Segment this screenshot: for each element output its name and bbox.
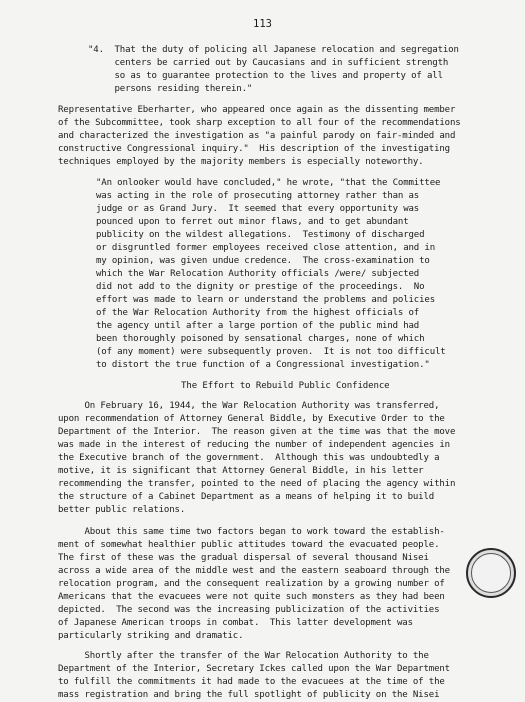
paragraph-line: recommending the transfer, pointed to the need of placing the agency within <box>58 479 456 489</box>
section-heading: The Effort to Rebuild Public Confidence <box>181 381 390 391</box>
paragraph-line: to fulfill the commitments it had made to the evacuees at the time of the <box>58 677 445 687</box>
paragraph-line: constructive Congressional inquiry." His description of the investigating <box>58 144 450 154</box>
quote-line: effort was made to learn or understand the problems and policies <box>96 295 435 305</box>
paragraph-line: the structure of a Cabinet Department as a means of helping it to build <box>58 492 435 502</box>
paragraph-line: Shortly after the transfer of the War Relocation Authority to the <box>58 651 429 661</box>
list-item-line: persons residing therein." <box>88 84 253 94</box>
paragraph-line: motive, it is significant that Attorney General Biddle, in his letter <box>58 466 424 476</box>
list-item-line: centers be carried out by Caucasians and in sufficient strength <box>88 58 449 68</box>
quote-line: which the War Relocation Authority officials /were/ subjected <box>96 269 420 279</box>
paragraph-line: Department of the Interior. The reason given at the time was that the move <box>58 427 456 437</box>
paragraph-line: and characterized the investigation as "a painful parody on fair-minded and <box>58 131 456 141</box>
quote-line: was acting in the role of prosecuting attorney rather than as <box>96 191 420 201</box>
quote-line: the agency until after a large portion of the public mind had <box>96 321 420 331</box>
quote-line: pounced upon to ferret out minor flaws, and to get abundant <box>96 217 409 227</box>
paragraph-line: was made in the interest of reducing the number of independent agencies in <box>58 440 450 450</box>
quote-line: judge or as Grand Jury. It seemed that every opportunity was <box>96 204 420 214</box>
quote-line: "An onlooker would have concluded," he wrote, "that the Committee <box>96 178 441 188</box>
paragraph-line: better public relations. <box>58 505 186 515</box>
paragraph-line: relocation program, and the consequent realization by a growing number of <box>58 579 445 589</box>
paragraph-line: particularly striking and dramatic. <box>58 631 244 641</box>
paragraph-line: ment of somewhat healthier public attitudes toward the evacuated people. <box>58 540 440 550</box>
page-number: 113 <box>253 18 272 30</box>
paragraph-line: About this same time two factors began to work toward the establish- <box>58 527 445 537</box>
paragraph-line: Americans that the evacuees were not quite such monsters as they had been <box>58 592 445 602</box>
archive-stamp-seal <box>466 548 516 598</box>
paragraph-line: upon recommendation of Attorney General Biddle, by Executive Order to the <box>58 414 445 424</box>
quote-line: (of any moment) were subsequently proven. It is not too difficult <box>96 347 446 357</box>
quote-line: to distort the true function of a Congressional investigation." <box>96 360 430 370</box>
list-item-line: so as to guarantee protection to the lives and property of all <box>88 71 443 81</box>
paragraph-line: across a wide area of the middle west and the eastern seaboard through the <box>58 566 450 576</box>
paragraph-line: of the Subcommittee, took sharp exception to all four of the recommendations <box>58 118 461 128</box>
paragraph-line: On February 16, 1944, the War Relocation Authority was transferred, <box>58 401 440 411</box>
paragraph-line: The first of these was the gradual dispersal of several thousand Nisei <box>58 553 429 563</box>
paragraph-line: mass registration and bring the full spotlight of publicity on the Nisei <box>58 690 440 700</box>
quote-line: of the War Relocation Authority from the highest officials of <box>96 308 420 318</box>
list-item-line: "4. That the duty of policing all Japanese relocation and segregation <box>88 45 459 55</box>
paragraph-line: Representative Eberharter, who appeared once again as the dissenting member <box>58 105 456 115</box>
paragraph-line: Department of the Interior, Secretary Ickes called upon the War Department <box>58 664 450 674</box>
quote-line: my opinion, was given undue credence. The cross-examination to <box>96 256 430 266</box>
paragraph-line: of Japanese American troops in combat. This latter development was <box>58 618 413 628</box>
paragraph-line: depicted. The second was the increasing publicization of the activities <box>58 605 440 615</box>
quote-line: been thoroughly poisoned by sensational charges, none of which <box>96 334 425 344</box>
quote-line: publicity on the wildest allegations. Testimony of discharged <box>96 230 425 240</box>
quote-line: did not add to the dignity or prestige of the proceedings. No <box>96 282 425 292</box>
paragraph-line: the Executive branch of the government. Although this was undoubtedly a <box>58 453 440 463</box>
paragraph-line: techniques employed by the majority members is especially noteworthy. <box>58 157 424 167</box>
quote-line: or disgruntled former employees received close attention, and in <box>96 243 435 253</box>
